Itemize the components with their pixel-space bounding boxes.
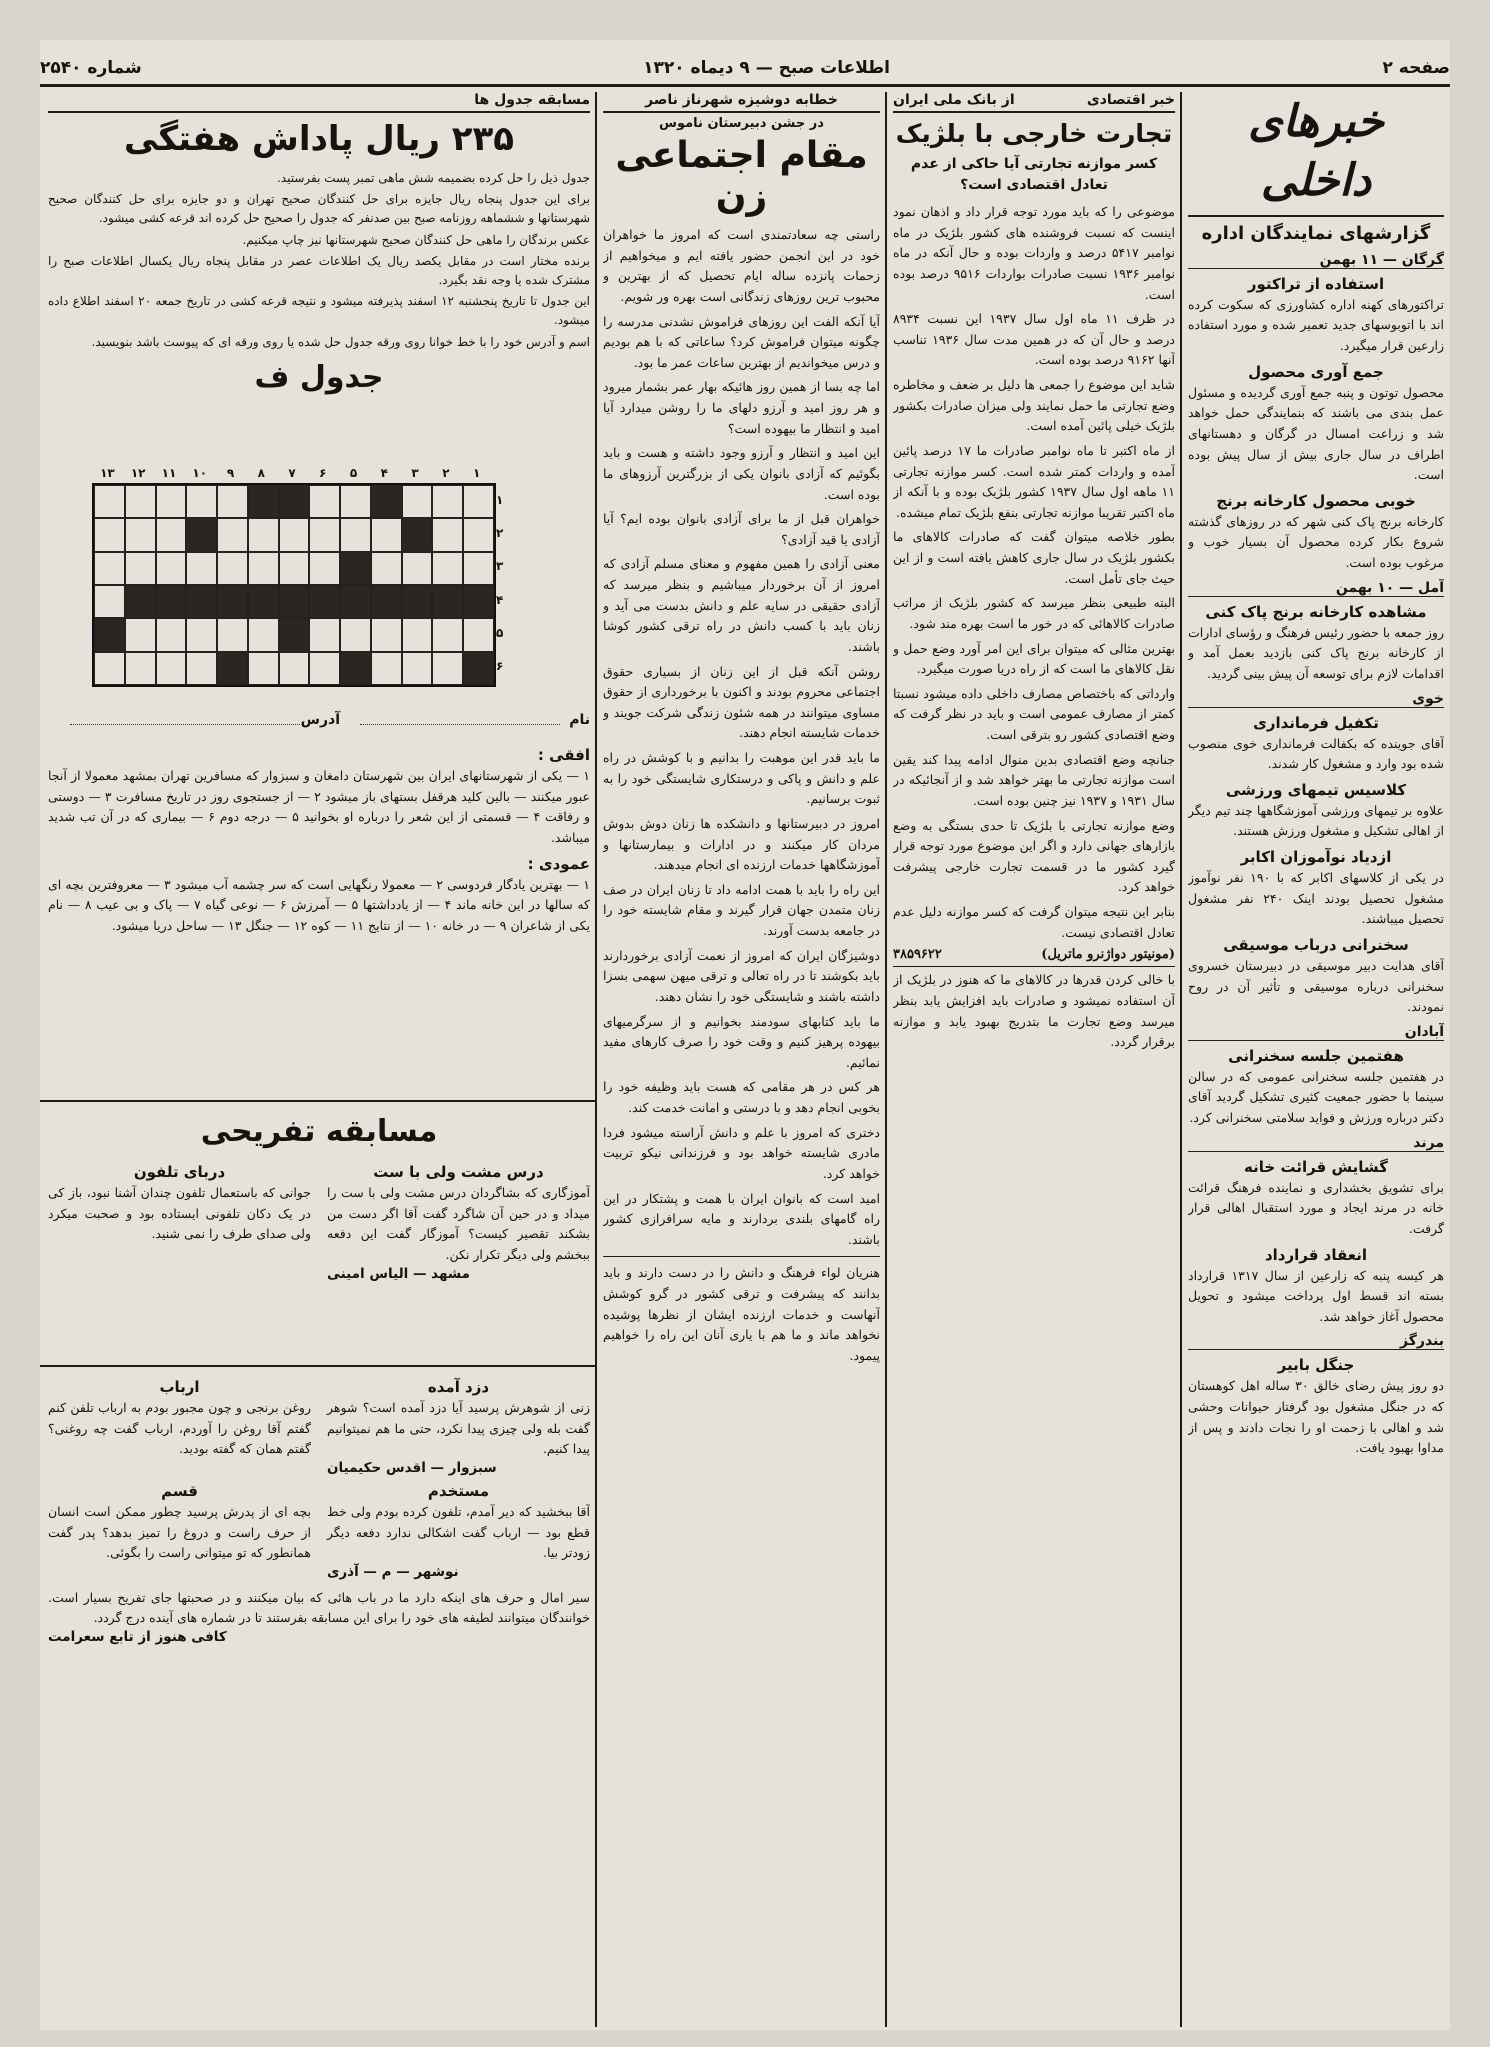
economic-headline: تجارت خارجی با بلژیک <box>895 119 1173 148</box>
fun-contest-items-continued <box>48 1372 590 1580</box>
grid-cell[interactable] <box>463 485 494 518</box>
women-paragraph: آیا آنکه الفت این روزهای فراموش نشدنی مدرسه را چگونه میتوان فراموش کرد؟ ساعاتی که با هم بودیم و درس میخواندیم از بهترین ساعات عمر ما بود. <box>603 313 880 370</box>
grid-cell[interactable] <box>463 552 494 585</box>
grid-cell <box>340 585 371 618</box>
news-item-head: جنگل بابیر <box>1277 1356 1355 1375</box>
grid-cell[interactable] <box>217 485 248 518</box>
fun-contest-tail: سیر امال و حرف های اینکه دارد ما در باب هائی که بیان میکنند و در صحبتها جای تفریح بسیار است. خوانندگان میتوانند لطیفه های خود را برای این مسابقه بفرستند تا در شماره های آینده درج گردد. <box>48 1589 590 1626</box>
fun-contest-tail-signature: کافی هنوز از تابع سعرامت <box>48 1629 227 1645</box>
grid-cell <box>156 585 187 618</box>
grid-cell[interactable] <box>186 552 217 585</box>
column-rule <box>885 92 887 2027</box>
grid-cell[interactable] <box>94 552 125 585</box>
fun-item <box>327 1476 590 1580</box>
grid-cell[interactable] <box>217 552 248 585</box>
puzzle-rules <box>48 169 590 352</box>
women-paragraph: اما چه بسا از همین روز هائیکه بهار عمر بشمار میرود و هر روز امید و آرزو دلهای ما را روشن میدارد آیا امید و انتظار ما بیهوده است؟ <box>603 379 880 436</box>
news-item-head: هفتمین جلسه سخنرانی <box>1228 1046 1404 1065</box>
grid-cell[interactable] <box>279 552 310 585</box>
grid-column-number: ۵ <box>349 466 358 480</box>
grid-cell <box>463 585 494 618</box>
women-paragraph: هر کس در هر مقامی که هست باید وظیفه خود را بخوبی انجام دهد و با درستی و امانت خدمت کند. <box>603 1079 880 1115</box>
page-label: صفحه ۲ <box>1382 58 1450 78</box>
grid-cell <box>402 518 433 551</box>
grid-cell <box>309 585 340 618</box>
grid-column-number: ۱۳ <box>100 466 115 480</box>
column-rule <box>1180 92 1182 2027</box>
entry-form <box>60 712 590 732</box>
fun-item-head: مستخدم <box>427 1481 490 1500</box>
grid-cell[interactable] <box>432 485 463 518</box>
grid-cell[interactable] <box>125 618 156 651</box>
fun-item-text: بچه ای از پدرش پرسید چطور ممکن است انسان از حرف راست و دروغ را تمیز بدهد؟ پدر گفت همانطور که تو میتوانی راست را بگوئی. <box>48 1503 311 1561</box>
tail-rule <box>893 966 1175 967</box>
fun-item <box>48 1372 311 1476</box>
news-item-head: استفاده از تراکتور <box>1247 274 1385 293</box>
grid-column-number: ۹ <box>226 466 235 480</box>
domestic-news-title: خبرهای داخلی <box>1248 96 1384 207</box>
masthead-rule <box>40 84 1450 87</box>
grid-cell[interactable] <box>279 652 310 685</box>
women-paragraph: امید است که بانوان ایران با همت و پشتکار در این راه گامهای بلندی بردارند و مایه سرافرازی کشور باشند. <box>603 1190 880 1247</box>
grid-cell[interactable] <box>156 618 187 651</box>
grid-cell[interactable] <box>463 518 494 551</box>
grid-cell[interactable] <box>125 518 156 551</box>
section-rule <box>40 1100 595 1102</box>
grid-cell[interactable] <box>463 618 494 651</box>
grid-cell[interactable] <box>248 552 279 585</box>
domestic-news-list <box>1188 252 1444 1459</box>
grid-cell[interactable] <box>94 518 125 551</box>
grid-cell[interactable] <box>340 518 371 551</box>
women-bottom: هنریان لواء فرهنگ و دانش را در دست دارند و باید بدانند که پیشرفت و ترقی کشور در گرو کوشش آنهاست و خدمات ارزنده ایشان از نظرها پوشیده نخواهد ماند و ما هم با یاری آنان این راه را خواهیم پیمود. <box>603 1265 880 1363</box>
fun-item-text: زنی از شوهرش پرسید آیا دزد آمده است؟ شوهر گفت بله ولی چیزی پیدا نکرد، حتی ما هم نمیتوانیم پیدا کنیم. <box>327 1400 590 1457</box>
grid-cell[interactable] <box>432 652 463 685</box>
grid-cell <box>186 585 217 618</box>
puzzle-headline: ۲۳۵ ریال پاداش هفتگی <box>123 119 515 159</box>
grid-cell <box>432 585 463 618</box>
grid-column-number: ۱۲ <box>130 466 146 480</box>
fun-item <box>48 1157 311 1282</box>
economic-signature: (مونیتور دواژنرو ماتریل) <box>1041 947 1175 963</box>
news-item-text: روز جمعه با حضور رئیس فرهنگ و رؤسای ادارات از کارخانه برنج پاک کنی بازدید بعمل آمد و اقدامات لازم برای توسعه آن پیش بینی گردید. <box>1188 624 1444 681</box>
grid-cell[interactable] <box>340 618 371 651</box>
women-paragraph: این راه را باید با همت ادامه داد تا زنان ایران در صف زنان متمدن جهان قرار گیرند و مقام شایسته خود را در جامعه بدست آورند. <box>603 881 880 938</box>
news-item-text: تراکتورهای کهنه اداره کشاورزی که سکوت کرده اند با اتوبوسهای جدید تعمیر شده و مورد استفاده زارعین قرار میگیرد. <box>1188 296 1444 354</box>
grid-cell[interactable] <box>371 518 402 551</box>
grid-column-number: ۲ <box>442 466 450 480</box>
grid-cell <box>279 585 310 618</box>
economic-paragraph: وارداتی که باختصاص مصارف داخلی داده میشود نسبتا کمتر از مصارف عمومی است و باید در نظر گرفت که وضع اقتصادی کشور رو بترقی است. <box>893 685 1175 742</box>
grid-cell <box>94 618 125 651</box>
kicker-rule <box>48 111 590 113</box>
economic-body <box>893 202 1175 943</box>
economic-paragraph: البته طبیعی بنظر میرسد که کشور بلژیک از مراتب صادرات کالاهائی که در خور ما است بهره مند شود. <box>893 595 1175 631</box>
grid-cell <box>248 485 279 518</box>
dateline: آبادان <box>1188 1024 1444 1041</box>
grid-cell <box>340 652 371 685</box>
news-item-text: محصول توتون و پنبه جمع آوری گردیده و مسئول عمل بندی می باشند که بنمایندگی حمل خواهد شد و زراعت امسال در گرگان و دهستانهای اطراف در سال جاری بیش از سال پیش بوده است. <box>1188 384 1444 483</box>
women-paragraph: روشن آنکه قبل از این زنان از بسیاری حقوق اجتماعی محروم بودند و اکنون با برخورداری از حقوق مساوی میتوانند در همه شئون زندگی شرکت جویند و خدمات شایسته انجام دهند. <box>603 663 880 741</box>
puzzle-rule: این جدول تا تاریخ پنجشنبه ۱۲ اسفند پذیرفته میشود و نتیجه قرعه کشی در تاریخ جمعه ۲۰ اسفند اطلاع داده میشود. <box>48 294 590 328</box>
fun-contest-items <box>48 1157 590 1282</box>
grid-column-number: ۴ <box>380 466 388 480</box>
news-item-head: ازدیاد نوآموزان اکابر <box>1240 848 1392 867</box>
grid-cell[interactable] <box>186 618 217 651</box>
women-paragraph: خواهران قبل از ما برای آزادی بانوان بوده ایم؟ آیا آزادی یا قید آزادی؟ <box>603 511 880 547</box>
women-paragraph: معنی آزادی را همین مفهوم و معنای مسلم آزادی که امروز از آن برخوردار میباشیم و بنظر میرسد که آزادی حقیقی در سایه علم و دانش بدست می آید و زنان باید با کسب دانش در راه ترقی کشور کوشا باشند. <box>603 556 880 654</box>
puzzle-rule: جدول ذیل را حل کرده بضمیمه شش ماهی تمبر پست بفرستید. <box>277 171 590 185</box>
fun-item <box>48 1476 311 1580</box>
issue-number: شماره ۲۵۴۰ <box>40 58 142 78</box>
grid-cell[interactable] <box>217 518 248 551</box>
grid-cell[interactable] <box>402 652 433 685</box>
bottom-rule <box>603 1256 880 1257</box>
news-item-text: علاوه بر تیمهای ورزشی آموزشگاهها چند تیم دیگر از اهالی تشکیل و مشغول ورزش هستند. <box>1188 802 1444 839</box>
grid-title: جدول ف <box>254 359 384 395</box>
news-item-head: تکفیل فرمانداری <box>1253 713 1379 732</box>
economic-tail: با خالی کردن قدرها در کالاهای ما که هنوز در بلژیک از آن استفاده نمیشود و صادرات باید افزایش یابد بنظر میرسد وضع تجارت ما بتدریج بهبود یابد و موازنه برقرار گردد. <box>893 972 1175 1050</box>
grid-row-number: ۲ <box>496 525 504 540</box>
fun-item <box>327 1157 590 1282</box>
fun-item-text: آقا ببخشید که دیر آمدم، تلفون کرده بودم ولی خط قطع بود — ارباب گفت اشکالی ندارد دفعه دیگر زودتر بیا. <box>327 1503 590 1561</box>
address-field[interactable] <box>70 724 300 725</box>
news-item-text: آقای هدایت دبیر موسیقی در دبیرستان خسروی سخنرانی درباره موسیقی و تأثیر آن در روح نمودند. <box>1188 957 1444 1015</box>
speech-venue: در جشن دبیرستان ناموس <box>659 116 824 131</box>
news-item-head: گشایش قرائت خانه <box>1244 1157 1388 1176</box>
women-column <box>603 92 880 2027</box>
grid-cell <box>279 485 310 518</box>
grid-cell[interactable] <box>156 652 187 685</box>
economic-deck: کسر موازنه تجارتی آیا حاکی از عدم تعادل اقتصادی است؟ <box>910 156 1158 193</box>
women-paragraph: ما باید قدر این موهبت را بدانیم و با کوشش در راه علم و دانش و پاکی و درستکاری شایستگی خود را به ثبوت برسانیم. <box>603 750 880 807</box>
women-paragraph: ما باید کتابهای سودمند بخوانیم و از سرگرمیهای بیهوده پرهیز کنیم و وقت خود را صرف کارهای مفید نمائیم. <box>603 1013 880 1070</box>
address-label: آدرس <box>300 712 340 728</box>
grid-cell[interactable] <box>309 618 340 651</box>
fun-item-text: جوانی که باستعمال تلفون چندان آشنا نبود، باز کی در یک دکان تلفونی ایستاده بود و صحبت میکرد ولی صدای طرف را نمی شنید. <box>48 1185 311 1242</box>
news-item-text: هر کیسه پنبه که زارعین از سال ۱۳۱۷ قرارداد بسته اند قسط اول پرداخت میشود و تحویل محصول آغاز خواهد شد. <box>1188 1267 1444 1324</box>
economic-paragraph: بطور خلاصه میتوان گفت که صادرات کالاهای ما بکشور بلژیک در سال جاری کاهش یافته است و از این حیث جای تأمل است. <box>893 529 1175 586</box>
title-rule <box>1188 215 1444 217</box>
women-paragraph: راستی چه سعادتمندی است که امروز ما خواهران خود در این انجمن حضور یافته ایم و میخواهیم از زحمات پانزده ساله ایام تحصیل که از بهترین و محبوب ترین روزهای زندگانی است بهره ور شویم. <box>603 227 880 304</box>
across-label: افقی : <box>537 746 590 764</box>
economic-paragraph: بهترین مثالی که میتوان برای این امر آورد وضع حمل و نقل کالاهای ما است که از راه دریا صورت میگیرد. <box>893 640 1175 677</box>
women-paragraph: دختری که امروز با علم و دانش آراسته میشود فردا مادری شایسته خواهد بود و فرزندانی نیکو تربیت خواهد کرد. <box>603 1124 880 1181</box>
grid-row-number: ۱ <box>496 492 504 507</box>
puzzle-rule: اسم و آدرس خود را با خط خوانا روی ورقه جدول حل شده یا روی ورقه ای که پیوست باشد بنویسید. <box>91 334 590 349</box>
speech-kicker: خطابه دوشیزه شهرناز ناصر <box>645 92 838 108</box>
kicker-rule <box>603 111 880 113</box>
grid-cell[interactable] <box>279 518 310 551</box>
grid-cell[interactable] <box>217 618 248 651</box>
grid-cell[interactable] <box>186 485 217 518</box>
grid-cell[interactable] <box>340 485 371 518</box>
news-item-head: سخنرانی درباب موسیقی <box>1223 935 1409 954</box>
women-paragraph: این امید و انتظار و آرزو وجود داشته و هست و باید بگوئیم که آزادی بانوان یکی از بزرگترین آرزوهای ما بوده است. <box>603 445 880 502</box>
grid-cell[interactable] <box>186 652 217 685</box>
grid-column-number: ۷ <box>288 466 296 480</box>
women-paragraph: دوشیزگان ایران که امروز از نعمت آزادی برخوردارند باید بکوشند تا در راه تعالی و ترقی میهن سهمی بسزا داشته باشند و شایستگی خود را نشان دهند. <box>603 947 880 1004</box>
grid-cell <box>371 585 402 618</box>
puzzle-rule: عکس برندگان را ماهی حل کنندگان صحیح شهرستانها نیز چاپ میکنیم. <box>242 232 590 247</box>
grid-cell[interactable] <box>432 552 463 585</box>
news-item-text: آقای جوینده که بکفالت فرمانداری خوی منصوب شده بود وارد و مشغول کار شدند. <box>1188 735 1444 772</box>
dateline: گرگان — ۱۱ بهمن <box>1188 252 1444 269</box>
grid-column-number: ۱۱ <box>161 466 177 480</box>
grid-cell[interactable] <box>248 518 279 551</box>
economic-paragraph: جنانچه وضع اقتصادی بدین منوال ادامه پیدا کند یقین است موازنه تجارتی ما بهتر خواهد شد و از آنجائیکه در سال ۱۹۳۱ و ۱۹۳۷ نیز چنین بوده است. <box>893 751 1175 808</box>
economic-paragraph: از ماه اکتبر تا ماه نوامبر صادرات ما ۱۷ درصد پائین آمده و واردات کمتر شده است. کسر موازنه تجارتی ۱۱ ماهه اول سال ۱۹۳۷ کشور بلژیک بوده و با آنکه از ماه اکتبر تقریبا موازنه تجارتی بنفع بلژیک تمام میشده. <box>893 442 1175 520</box>
grid-cell[interactable] <box>432 518 463 551</box>
grid-cell[interactable] <box>156 485 187 518</box>
economic-paragraph: بنابر این نتیجه میتوان گرفت که کسر موازنه دلیل عدم تعادل اقتصادی نیست. <box>893 904 1175 940</box>
grid-cell[interactable] <box>309 652 340 685</box>
grid-cell[interactable] <box>94 652 125 685</box>
news-item-head: جمع آوری محصول <box>1248 362 1384 381</box>
fun-contest-headline: مسابقه تفریحی <box>200 1114 438 1149</box>
grid-column-number: ۸ <box>257 466 265 480</box>
economic-source: از بانک ملی ایران <box>893 92 1015 108</box>
dateline: بندرگز <box>1188 1333 1444 1350</box>
crossword-grid[interactable] <box>92 483 496 687</box>
women-body <box>603 225 880 1250</box>
puzzle-clues <box>48 740 590 1095</box>
name-field[interactable] <box>360 724 560 725</box>
fun-contest-section <box>48 1108 590 1363</box>
grid-cell[interactable] <box>248 652 279 685</box>
fun-item-head: درس مشت ولی با ست <box>373 1163 544 1181</box>
economic-paragraph: موضوعی را که باید مورد توجه قرار داد و اذهان نمود اینست که نسبت فروشنده های کشور بلژیک در ماه نوامبر ۵۴۱۷ درصد و واردات بوده و حال آنکه در ماه نوامبر ۱۹۳۶ نسبت صادرات بواردات ۹۵۱۶ درصد بوده است. <box>893 204 1175 302</box>
down-label: عمودی : <box>527 854 590 873</box>
puzzle-rule: برنده مختار است در مقابل یکصد ریال یک اطلاعات عصر در مقابل پنجاه ریال یکسال اطلاعات صبح را مشترک شده یا وجه نقد بگیرد. <box>48 253 590 287</box>
grid-row-number: ۶ <box>496 659 504 674</box>
news-item-text: در هفتمین جلسه سخنرانی عمومی که در سالن سینما با حضور جمعیت کثیری تشکیل گردید آقای دکتر درباره ورزش و فواید سلامتی سخنرانی کرد. <box>1188 1068 1444 1126</box>
fun-item-head: قسم <box>161 1481 198 1500</box>
section-rule <box>40 1365 595 1367</box>
grid-cell[interactable] <box>309 518 340 551</box>
grid-cell <box>186 518 217 551</box>
grid-cell[interactable] <box>371 552 402 585</box>
grid-cell[interactable] <box>432 618 463 651</box>
economic-paragraph: شاید این موضوع را جمعی ها دلیل بر ضعف و مخاطره وضع تجارتی ما حمل نمایند ولی میزان صادرات بکشور بلژیک خیلی پائین آمده است. <box>893 377 1175 434</box>
fun-item-head: ارباب <box>159 1378 200 1396</box>
grid-column-number: ۳ <box>411 466 419 480</box>
women-paragraph: امروز در دبیرستانها و دانشکده ها زنان دوش بدوش مردان کار میکنند و در ادارات و بیمارستانها و آموزشگاهها خدمات ارزنده ای انجام میدهند. <box>603 815 880 873</box>
dateline: خوی <box>1188 691 1444 708</box>
economic-paragraph: وضع موازنه تجارتی با بلژیک تا حدی بستگی به وضع بازارهای جهانی دارد و اگر این موضوع مورد توجه قرار گیرد کشور ما در قسمت تجارت خارجی پیشرفت خواهد کرد. <box>893 817 1175 895</box>
grid-cell[interactable] <box>125 552 156 585</box>
down-clues: ۱ — بهترین یادگار فردوسی ۲ — معمولا رنگهایی است که سر چشمه آب میشود ۳ — معروفترین بچه ای که سالها در این خانه ماند ۴ — از یادداشتها ۵ — آمرزش ۶ — نوعی گیاه ۷ — پاک و بی عیب ۸ — نام یکی از شاعران ۹ — در خانه ۱۰ — از نتایج ۱۱ — کوه ۱۲ — جنگل ۱۳ — ساحل دریا میشود. <box>48 876 590 933</box>
fun-item-signature: نوشهر — م — آذری <box>327 1563 459 1580</box>
fun-item-text: روغن برنجی و چون مجبور بودم به ارباب تلفن کنم گفتم آقا روغن را آوردم، ارباب گفت چه روغنی؟ گفتم همان که گفته بودید. <box>48 1400 311 1457</box>
economic-kicker: خبر اقتصادی <box>1086 92 1175 108</box>
fun-item-signature: مشهد — الیاس امینی <box>327 1265 470 1282</box>
news-item-head: انعقاد قرارداد <box>1264 1245 1368 1264</box>
women-headline: مقام اجتماعی زن <box>615 135 868 217</box>
news-item-head: کلاسیس تیمهای ورزشی <box>1225 780 1407 799</box>
grid-row-number: ۴ <box>496 592 504 607</box>
across-clues: ۱ — یکی از شهرستانهای ایران بین شهرستان دامغان و سبزوار که مسافرین تهران بمشهد معمولا از آنجا عبور میکنند — بالین کلید هرقفل بستهای باز میشود ۲ — از جستجوی روز در تاریخ مسافرت ۳ — دوستی و رفاقت ۴ — قسمتی از این شعر را درباره او بخوانید ۵ — درجه دوم ۶ — بیماری که در آن تب شدید میباشد. <box>48 768 590 845</box>
grid-row-number: ۳ <box>496 559 504 574</box>
puzzle-rule: برای این جدول پنجاه ریال جایزه برای حل کنندگان صحیح تهران و دو جایزه برای حل کنندگان صحیح شهرستانها و ششماهه روزنامه صبح بین صدنفر که جدول را صحیح حل کرده اند قرعه کشی میشود. <box>48 192 590 226</box>
grid-column-numbers <box>92 466 492 482</box>
grid-cell[interactable] <box>371 618 402 651</box>
masthead-center: اطلاعات صبح — ۹ دیماه ۱۳۲۰ <box>643 58 890 78</box>
fun-item-head: دربای تلفون <box>133 1163 226 1181</box>
dateline: آمل — ۱۰ بهمن <box>1188 580 1444 597</box>
puzzle-kicker: مسابقه جدول ها <box>474 92 590 108</box>
grid-cell[interactable] <box>402 618 433 651</box>
column-rule <box>595 92 597 2027</box>
domestic-news-subtitle: گزارشهای نمایندگان اداره <box>1201 222 1431 244</box>
dateline: مرند <box>1188 1135 1444 1152</box>
news-item-head: خوبی محصول کارخانه برنج <box>1216 491 1416 510</box>
grid-cell[interactable] <box>156 552 187 585</box>
grid-cell <box>463 652 494 685</box>
grid-cell <box>217 652 248 685</box>
grid-column-number: ۱ <box>472 466 481 480</box>
grid-cell <box>217 585 248 618</box>
grid-cell[interactable] <box>125 652 156 685</box>
grid-cell[interactable] <box>248 618 279 651</box>
news-item-text: کارخانه برنج پاک کنی شهر که در روزهای گذشته شروع بکار کرده محصول آن بسیار خوب و مرغوب بوده است. <box>1188 513 1444 571</box>
grid-column-number: ۱۰ <box>192 466 208 480</box>
grid-cell <box>371 485 402 518</box>
grid-cell[interactable] <box>402 485 433 518</box>
fun-item-text: آموزگاری که بشاگردان درس مشت ولی با ست را میداد و در حین آن شاگرد گفت آقا اگر دست من بشکند تقصیر کیست؟ آموزگار گفت این دفعه ببخشم ولی دیگر تکرار نکن. <box>327 1185 590 1262</box>
grid-cell <box>125 585 156 618</box>
grid-cell[interactable] <box>94 485 125 518</box>
news-item-text: برای تشویق بخشداری و نماینده فرهنگ قرائت خانه در مرند ایجاد و مورد استقبال اهالی قرار گرفت. <box>1188 1179 1444 1236</box>
name-label: نام <box>569 712 590 728</box>
economic-figure: ۳۸۵۹۶۲۲ <box>893 947 942 963</box>
grid-cell <box>402 585 433 618</box>
grid-column-number: ۶ <box>319 466 327 480</box>
fun-contest-continued <box>48 1372 590 2022</box>
economic-news-column <box>893 92 1175 2027</box>
fun-item-signature: سبزوار — اقدس حکیمیان <box>327 1459 497 1476</box>
grid-cell <box>279 618 310 651</box>
kicker-rule <box>893 111 1175 113</box>
grid-cell[interactable] <box>309 485 340 518</box>
grid-row-number: ۵ <box>496 625 504 640</box>
grid-cell[interactable] <box>309 552 340 585</box>
news-item-text: در یکی از کلاسهای اکابر که با ۱۹۰ نفر نوآموز مشغول تحصیل بودند اینک ۲۴۰ نفر مشغول تحصیل میباشند. <box>1188 870 1444 927</box>
domestic-news-column <box>1188 92 1444 2027</box>
news-item-text: دو روز پیش رضای خالق ۳۰ ساله اهل کوهستان که در جنگل مشغول بود گرفتار حیوانات وحشی شد و اهالی با زحمت او را نجات دادند و پس از مداوا بهبود یافت. <box>1188 1378 1444 1456</box>
grid-cell[interactable] <box>156 518 187 551</box>
grid-cell[interactable] <box>402 552 433 585</box>
fun-item-head: دزد آمده <box>427 1378 490 1396</box>
grid-cell <box>340 552 371 585</box>
grid-cell[interactable] <box>125 485 156 518</box>
grid-row-numbers <box>496 483 514 683</box>
masthead <box>40 58 1450 82</box>
grid-cell <box>248 585 279 618</box>
news-item-head: مشاهده کارخانه برنج پاک کنی <box>1205 602 1427 621</box>
economic-paragraph: در ظرف ۱۱ ماه اول سال ۱۹۳۷ این نسبت ۸۹۳۴ درصد و حال آن که در همین مدت سال ۱۹۳۶ تناسب آنها ۹۱۶۲ درصد بوده است. <box>893 311 1175 368</box>
grid-cell[interactable] <box>94 585 125 618</box>
grid-cell[interactable] <box>371 652 402 685</box>
fun-item <box>327 1372 590 1476</box>
